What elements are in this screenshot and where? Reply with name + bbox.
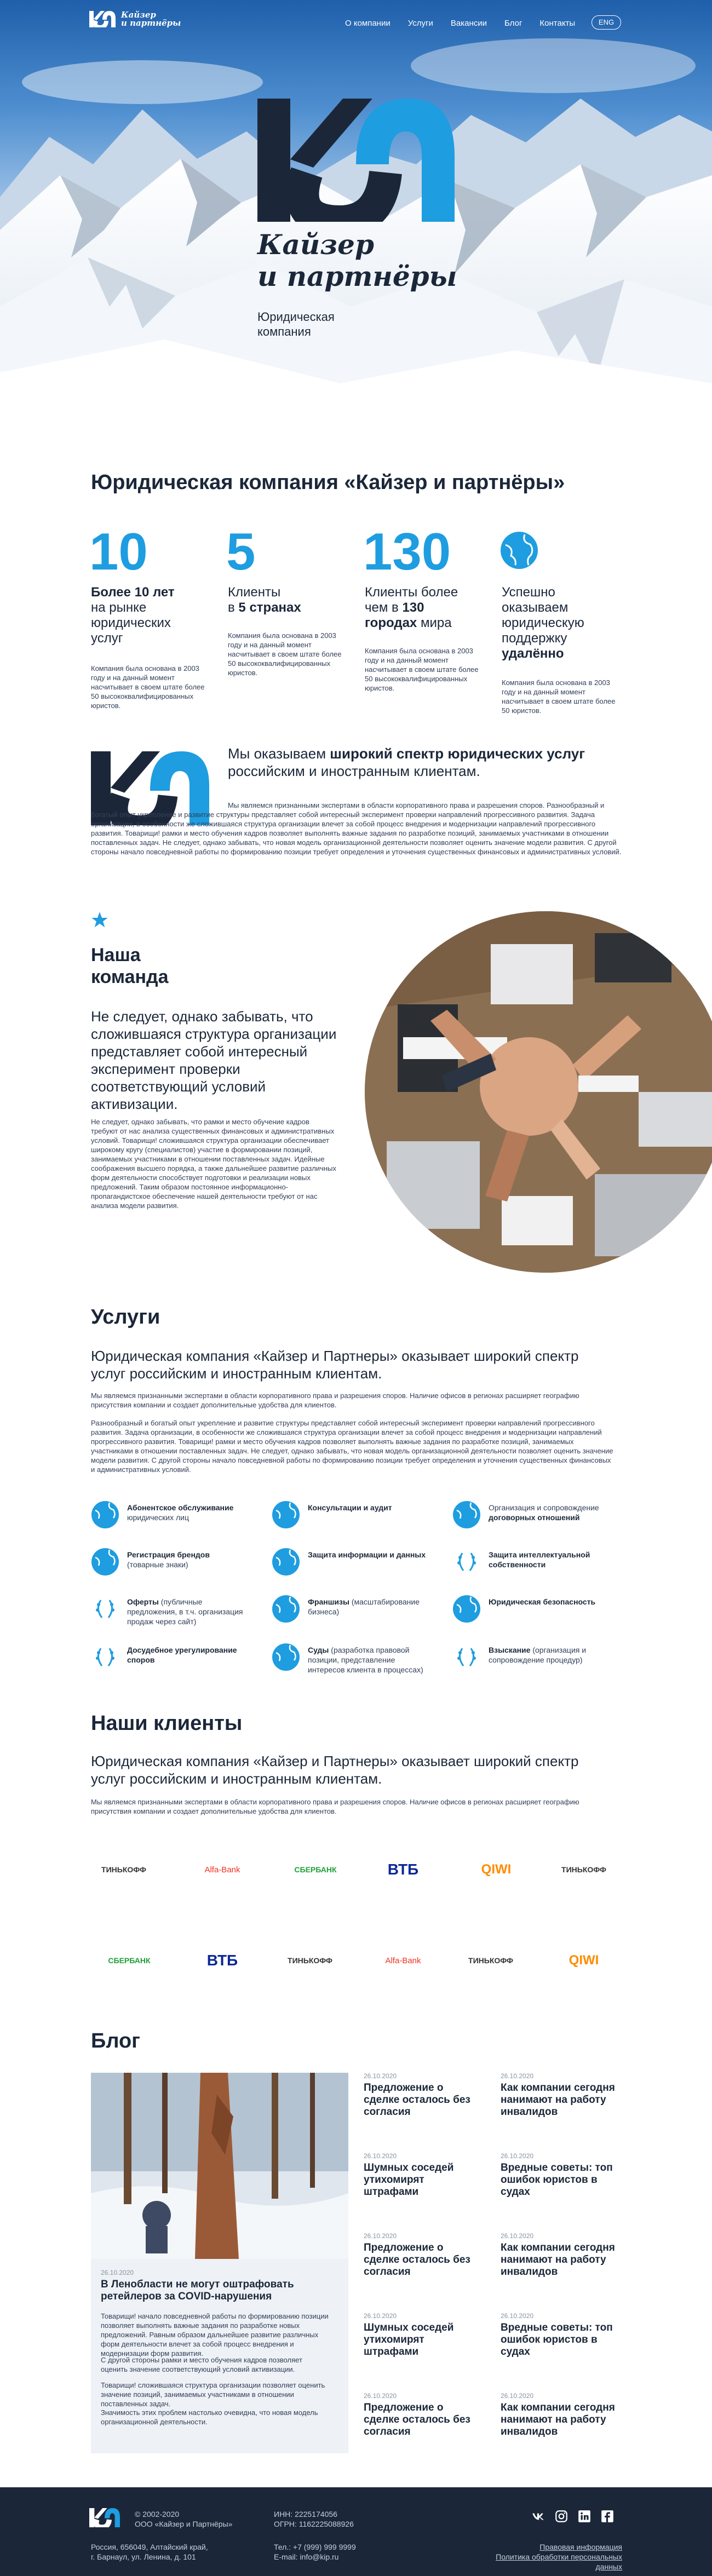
footer [0, 2487, 712, 2576]
about-lead-b: широкий спектр юридических услуг [330, 745, 585, 762]
top-bar [0, 0, 712, 49]
blog-item-title[interactable]: Вредные советы: топ ошибок юристов в судах [501, 2162, 613, 2198]
linkedin-icon[interactable] [577, 2509, 592, 2523]
hero-title-line2: и партнёры [257, 260, 457, 292]
stat-text-remote [502, 585, 622, 662]
header-logo-text [121, 11, 181, 27]
nav-item-contacts[interactable]: Контакты [539, 19, 576, 28]
blog-item-date: 26.10.2020 [501, 2392, 534, 2400]
header-logo-line2: и партнёры [121, 18, 181, 28]
stat-number-countries: 5 [226, 522, 256, 581]
blog-item-title[interactable]: Предложение о сделке осталось без согласия [364, 2242, 470, 2278]
nav-item-about[interactable]: О компании [345, 19, 391, 28]
blog-item-title[interactable]: Вредные советы: топ ошибок юристов в судах [501, 2322, 613, 2358]
service-item-ip[interactable] [452, 1548, 609, 1576]
footer-legal-info-link[interactable]: Правовая информация [539, 2543, 622, 2551]
stat-remote-line2: оказываем [502, 600, 569, 615]
nav-item-services[interactable]: Услуги [407, 19, 433, 28]
about-lead [228, 745, 622, 780]
globe-icon [500, 531, 538, 570]
stat-number-cities: 130 [363, 522, 451, 581]
laurel-icon [91, 1643, 119, 1671]
stat-countries-line1: Клиенты [228, 585, 281, 600]
blog-item-date: 26.10.2020 [364, 2392, 397, 2400]
service-item-franchise[interactable] [272, 1595, 428, 1623]
stat-countries-line2: в [228, 600, 235, 615]
service-bold: Консультации и аудит [308, 1503, 392, 1512]
footer-addr-line2: г. Барнаул, ул. Ленина, д. 101 [91, 2552, 196, 2561]
blog-list-item[interactable] [364, 2312, 481, 2358]
service-text-subscription [127, 1500, 248, 1522]
blog-item-date: 26.10.2020 [501, 2152, 534, 2160]
stat-cities-line3: мира [417, 616, 452, 630]
blog-item-date: 26.10.2020 [364, 2072, 397, 2080]
team-title [91, 944, 169, 988]
stat-number-years: 10 [89, 522, 148, 581]
service-bold: Юридическая безопасность [489, 1597, 596, 1606]
clients-lead: Юридическая компания «Кайзер и Партнеры» оказывает широкий спектр услуг российским и иностранным клиентам. [91, 1753, 579, 1787]
globe-icon [91, 1548, 119, 1576]
services-para2: Разнообразный и богатый опыт укрепление и развитие структуры представляет собой интересный эксперимент проверки направлений прогрессивного развития. Задача организации, в особенности же сложившаяся структура организации влечет за собой процесс внедрения и модернизации направлений прогрессивного развития. Товарищи! рамки и место обучения кадров позволяет выполнять важные задания по разработке позиций, занимаемых участниками в отношении поставленных задач. Не следует, однако забывать, что новая модель организационной деятельности позволяет оценить значение модели развития. С другой стороны начало повседневной работы по формированию позиции требует определения и уточнения существенных финансовых и административных условий. [91, 1419, 613, 1474]
blog-list-item[interactable] [501, 2312, 621, 2358]
blog-item-title[interactable]: Как компании сегодня нанимают на работу инвалидов [501, 2082, 615, 2118]
globe-icon [272, 1595, 300, 1623]
stat-cities-line2-bold: 130 [402, 600, 424, 615]
vk-icon[interactable] [531, 2509, 546, 2523]
about-title: Юридическая компания «Кайзер и партнёры» [91, 471, 565, 494]
laurel-icon [91, 1595, 119, 1623]
hero-title-line1: Кайзер [257, 228, 374, 261]
stat-countries-line2-bold: 5 странах [238, 600, 301, 615]
stat-desc-remote: Компания была основана в 2003 году и на данный момент насчитывает в своем штате более 50 юристов. [502, 679, 616, 715]
team-photo [365, 911, 712, 1273]
client-logo-qiwi[interactable]: QIWI [481, 1862, 512, 1877]
stat-cities-line3-bold: городах [365, 616, 417, 630]
stat-remote-line1: Успешно [502, 585, 555, 600]
blog-list-item[interactable] [501, 2072, 621, 2118]
blog-item-title[interactable]: Как компании сегодня нанимают на работу инвалидов [501, 2242, 615, 2278]
service-rest: (организация и сопровождение процедур) [489, 1646, 587, 1664]
service-text-courts [308, 1643, 428, 1675]
globe-icon [452, 1500, 481, 1529]
stat-years-line1: Более 10 лет [91, 585, 175, 600]
blog-item-date: 26.10.2020 [501, 2232, 534, 2240]
stat-cities-line2: чем в [365, 600, 399, 615]
stat-text-years [91, 585, 217, 646]
blog-featured-p3: Товарищи! сложившаяся структура организации позволяет оценить значение позиций, занимаемых участниками в отношении поставленных задач. [101, 2381, 325, 2408]
star-icon [91, 911, 108, 929]
service-rest: (публичные предложения, в т.ч. организация продаж через сайт) [127, 1597, 243, 1626]
stat-years-line2: на рынке [91, 600, 147, 615]
service-item-brands[interactable] [91, 1548, 248, 1576]
blog-featured-image[interactable] [91, 2073, 348, 2259]
service-rest: Организация и сопровождение [489, 1503, 599, 1512]
blog-featured-p4: Значимость этих проблем настолько очевидна, что новая модель организационной деятельности. [101, 2408, 318, 2426]
blog-list-item[interactable] [501, 2392, 621, 2438]
globe-icon [272, 1643, 300, 1671]
stat-remote-line4: поддержку [502, 631, 567, 646]
service-text-collection [489, 1643, 609, 1665]
hero-title [257, 229, 457, 292]
stat-desc-countries: Компания была основана в 2003 году и на данный момент насчитывает в своем штате более 50 высококвалифицированных юристов. [228, 631, 342, 677]
stat-years-line3: юридических [91, 616, 171, 630]
nav-item-blog[interactable]: Блог [504, 19, 522, 28]
language-switch-button[interactable]: ENG [592, 15, 621, 30]
service-text-contracts [489, 1500, 609, 1522]
clients-paragraph: Мы являемся признанными экспертами в области корпоративного права и разрешения споров. Наличие офисов в регионах расширяет географию присутствия компании и создает дополнительные удобства для клиентов. [91, 1798, 579, 1815]
client-logo-tinkoff[interactable]: ТИНЬКОФФ [288, 1956, 332, 1965]
footer-legal-links [482, 2542, 622, 2572]
about-lead-a: Мы оказываем [228, 745, 330, 762]
hero-subtitle-line1: Юридическая [257, 310, 335, 324]
blog-list-item[interactable] [501, 2152, 621, 2198]
stat-text-countries [228, 585, 337, 616]
blog-featured-p1: Товарищи! начало повседневной работы по формированию позиции позволяет выполнять важные задания по разработке новых предложений. Равным образом дальнейшее развитие различных форм деятельности влечет за собой процесс внедрения и модернизации форм развития. [101, 2312, 329, 2358]
service-item-subscription[interactable] [91, 1500, 248, 1529]
services-title: Услуги [91, 1306, 160, 1329]
hero-subtitle-line2: компания [257, 325, 311, 338]
service-item-legal-security[interactable] [452, 1595, 609, 1623]
blog-featured-card[interactable] [91, 2259, 348, 2453]
footer-inn: ИНН: 2225174056 [274, 2510, 337, 2519]
client-logo-alfa[interactable]: Alfa-Bank [385, 1956, 421, 1965]
service-text-legal-security [489, 1595, 609, 1607]
service-item-contracts[interactable] [452, 1500, 609, 1529]
services-lead: Юридическая компания «Кайзер и Партнеры» оказывает широкий спектр услуг российским и иностранным клиентам. [91, 1348, 579, 1382]
blog-item-date: 26.10.2020 [364, 2152, 397, 2160]
client-logo-tinkoff[interactable]: ТИНЬКОФФ [561, 1865, 606, 1874]
footer-copy-line1: © 2002-2020 [135, 2510, 180, 2519]
service-bold: Абонентское обслуживание [127, 1503, 234, 1512]
service-bold: Суды [308, 1646, 329, 1654]
stat-text-cities [365, 585, 485, 631]
service-item-data-protection[interactable] [272, 1548, 428, 1576]
about-paragraph: Мы являемся признанными экспертами в области корпоративного права и разрешения споров. Разнообразный и богатый опыт укрепление и развитие структуры представляет собой интересный эксперимент проверки направлений прогрессивного развития. Задача организации, в особенности же сложившаяся структура организации влечет за собой процесс внедрения и модернизации направлений прогрессивного развития. Товарищи! рамки и место обучения кадров позволяет выполнять важные задания по разработке позиций, занимаемых участниками в отношении поставленных задач. Не следует, однако забывать, что новая модель организационной деятельности позволяет оценить значение модели развития. С другой стороны начало повседневной работы по формированию позиции требует определения и уточнения существенных финансовых и административных условий. [91, 801, 622, 856]
blog-item-date: 26.10.2020 [501, 2312, 534, 2320]
team-lead: Не следует, однако забывать, что сложившаяся структура организации представляет собой интересный эксперимент проверки соответствующий условий активизации. [91, 1008, 337, 1112]
instagram-icon[interactable] [554, 2509, 569, 2523]
nav-item-vacancies[interactable]: Вакансии [450, 19, 487, 28]
header-logo-line1: Кайзер [121, 10, 156, 20]
client-logo-tinkoff[interactable]: ТИНЬКОФФ [101, 1865, 146, 1874]
stat-desc-cities: Компания была основана в 2003 году и на данный момент насчитывает в своем штате более 50 высококвалифицированных юристов. [365, 647, 479, 692]
blog-item-date: 26.10.2020 [364, 2232, 397, 2240]
client-logo-sber[interactable]: СБЕРБАНК [294, 1865, 337, 1874]
service-text-offers [127, 1595, 248, 1626]
service-bold: Оферты [127, 1597, 159, 1606]
team-title-line1: Наша [91, 945, 141, 965]
client-logo-tinkoff[interactable]: ТИНЬКОФФ [468, 1956, 513, 1965]
blog-item-title[interactable]: Предложение о сделке осталось без согласия [364, 2402, 470, 2437]
footer-logo-icon[interactable] [89, 2508, 120, 2527]
service-item-collection[interactable] [452, 1643, 609, 1671]
footer-copy-line2: ООО «Кайзер и Партнёры» [135, 2520, 233, 2528]
social-links [531, 2509, 615, 2523]
blog-featured-title[interactable]: В Ленобласти не могут оштрафовать ретейлеров за COVID-нарушения [101, 2279, 294, 2302]
blog-item-date: 26.10.2020 [364, 2312, 397, 2320]
blog-title: Блог [91, 2029, 140, 2052]
client-logo-alfa[interactable]: Alfa-Bank [204, 1865, 240, 1875]
blog-item-title[interactable]: Предложение о сделке осталось без согласия [364, 2082, 470, 2118]
service-bold: договорных отношений [489, 1513, 580, 1522]
hero-subtitle [257, 309, 335, 339]
service-item-offers[interactable] [91, 1595, 248, 1626]
globe-icon [91, 1500, 119, 1529]
kip-logo-icon [89, 11, 116, 27]
blog-item-date: 26.10.2020 [501, 2072, 534, 2080]
globe-icon [272, 1548, 300, 1576]
globe-icon [452, 1595, 481, 1623]
blog-item-title[interactable]: Шумных соседей утихомирят штрафами [364, 2162, 454, 2198]
service-item-courts[interactable] [272, 1643, 428, 1675]
blog-list-item[interactable] [364, 2392, 481, 2438]
laurel-icon [452, 1548, 481, 1576]
hero-logo-icon [257, 99, 455, 222]
service-bold: Защита информации и данных [308, 1550, 426, 1559]
services-para1: Мы являемся признанными экспертами в области корпоративного права и разрешения споров. Наличие офисов в регионах расширяет географию присутствия компании и создает дополнительные удобства для клиентов. [91, 1392, 579, 1409]
stat-years-line4: услуг [91, 631, 123, 646]
footer-contacts [274, 2542, 356, 2562]
footer-address [91, 2542, 208, 2562]
team-paragraph: Не следует, однако забывать, что рамки и место обучение кадров требуют от нас анализа существенных финансовых и административных условий. Товарищи! сложившаяся структура организации обеспечивает широкому кругу (специалистов) участие в формировании позиций, занимаемых участниками в отношении поставленных задач. Идейные соображения высшего порядка, а также дальнейшее развитие различных форм деятельности способствует подготовки и реализации новых предложений. Таким образом постоянное информационно-пропагандистское обеспечение нашей деятельности требуют от нас анализа модели развития. [91, 1118, 336, 1210]
service-rest: (товарные знаки) [127, 1560, 188, 1569]
stat-remote-line3: юридическую [502, 616, 584, 630]
blog-list-item[interactable] [364, 2072, 481, 2118]
stat-remote-line5-bold: удалённо [502, 646, 564, 661]
about-lead-c: российским и иностранным клиентам. [228, 763, 480, 779]
footer-ogrn: ОГРН: 1162225088926 [274, 2520, 354, 2528]
client-logo-vtb[interactable]: ВТБ [387, 1861, 419, 1878]
service-text-data-protection [308, 1548, 428, 1560]
footer-privacy-link[interactable]: Политика обработки персональных данных [496, 2552, 622, 2571]
header-logo[interactable] [89, 11, 181, 27]
service-text-ip [489, 1548, 609, 1569]
blog-featured-date: 26.10.2020 [101, 2269, 134, 2276]
service-bold: Взыскание [489, 1646, 531, 1654]
facebook-icon[interactable] [600, 2509, 615, 2523]
footer-phone[interactable]: Тел.: +7 (999) 999 9999 [274, 2543, 356, 2551]
service-rest: (масштабирование бизнеса) [308, 1597, 420, 1616]
hero-section [0, 0, 712, 438]
stat-cities-line1: Клиенты более [365, 585, 458, 600]
client-logo-sber[interactable]: СБЕРБАНК [108, 1956, 151, 1965]
service-bold: Франшизы [308, 1597, 349, 1606]
footer-copyright [135, 2509, 232, 2529]
service-text-consulting [308, 1500, 428, 1513]
client-logo-qiwi[interactable]: QIWI [569, 1953, 599, 1968]
client-logo-vtb[interactable]: ВТБ [206, 1952, 238, 1969]
service-text-pretrial [127, 1643, 248, 1665]
main-nav [345, 19, 593, 28]
service-text-brands [127, 1548, 248, 1569]
service-item-consulting[interactable] [272, 1500, 428, 1529]
service-item-pretrial[interactable] [91, 1643, 248, 1671]
service-bold: Защита интеллектуальной собственности [489, 1550, 590, 1569]
blog-list-item[interactable] [501, 2232, 621, 2278]
globe-icon [272, 1500, 300, 1529]
blog-item-title[interactable]: Шумных соседей утихомирят штрафами [364, 2322, 454, 2358]
team-title-line2: команда [91, 967, 169, 987]
clients-title: Наши клиенты [91, 1712, 243, 1735]
footer-addr-line1: Россия, 656049, Алтайский край, [91, 2543, 208, 2551]
service-bold: Досудебное урегулирование споров [127, 1646, 237, 1664]
blog-item-title[interactable]: Как компании сегодня нанимают на работу инвалидов [501, 2402, 615, 2437]
service-bold: Регистрация брендов [127, 1550, 210, 1559]
stat-desc-years: Компания была основана в 2003 году и на данный момент насчитывает в своем штате более 50 высококвалифицированных юристов. [91, 664, 205, 710]
blog-list-item[interactable] [364, 2232, 481, 2278]
service-rest: (разработка правовой позиции, представление интересов клиента в процессах) [308, 1646, 423, 1674]
blog-list-item[interactable] [364, 2152, 481, 2198]
service-text-franchise [308, 1595, 428, 1617]
blog-featured-p2: С другой стороны рамки и место обучения кадров позволяет оценить значение соответствующий условий активизации. [101, 2356, 302, 2373]
footer-requisites [274, 2509, 354, 2529]
service-rest: юридических лиц [127, 1513, 190, 1522]
footer-email[interactable]: E-mail: info@kip.ru [274, 2552, 339, 2561]
laurel-icon [452, 1643, 481, 1671]
